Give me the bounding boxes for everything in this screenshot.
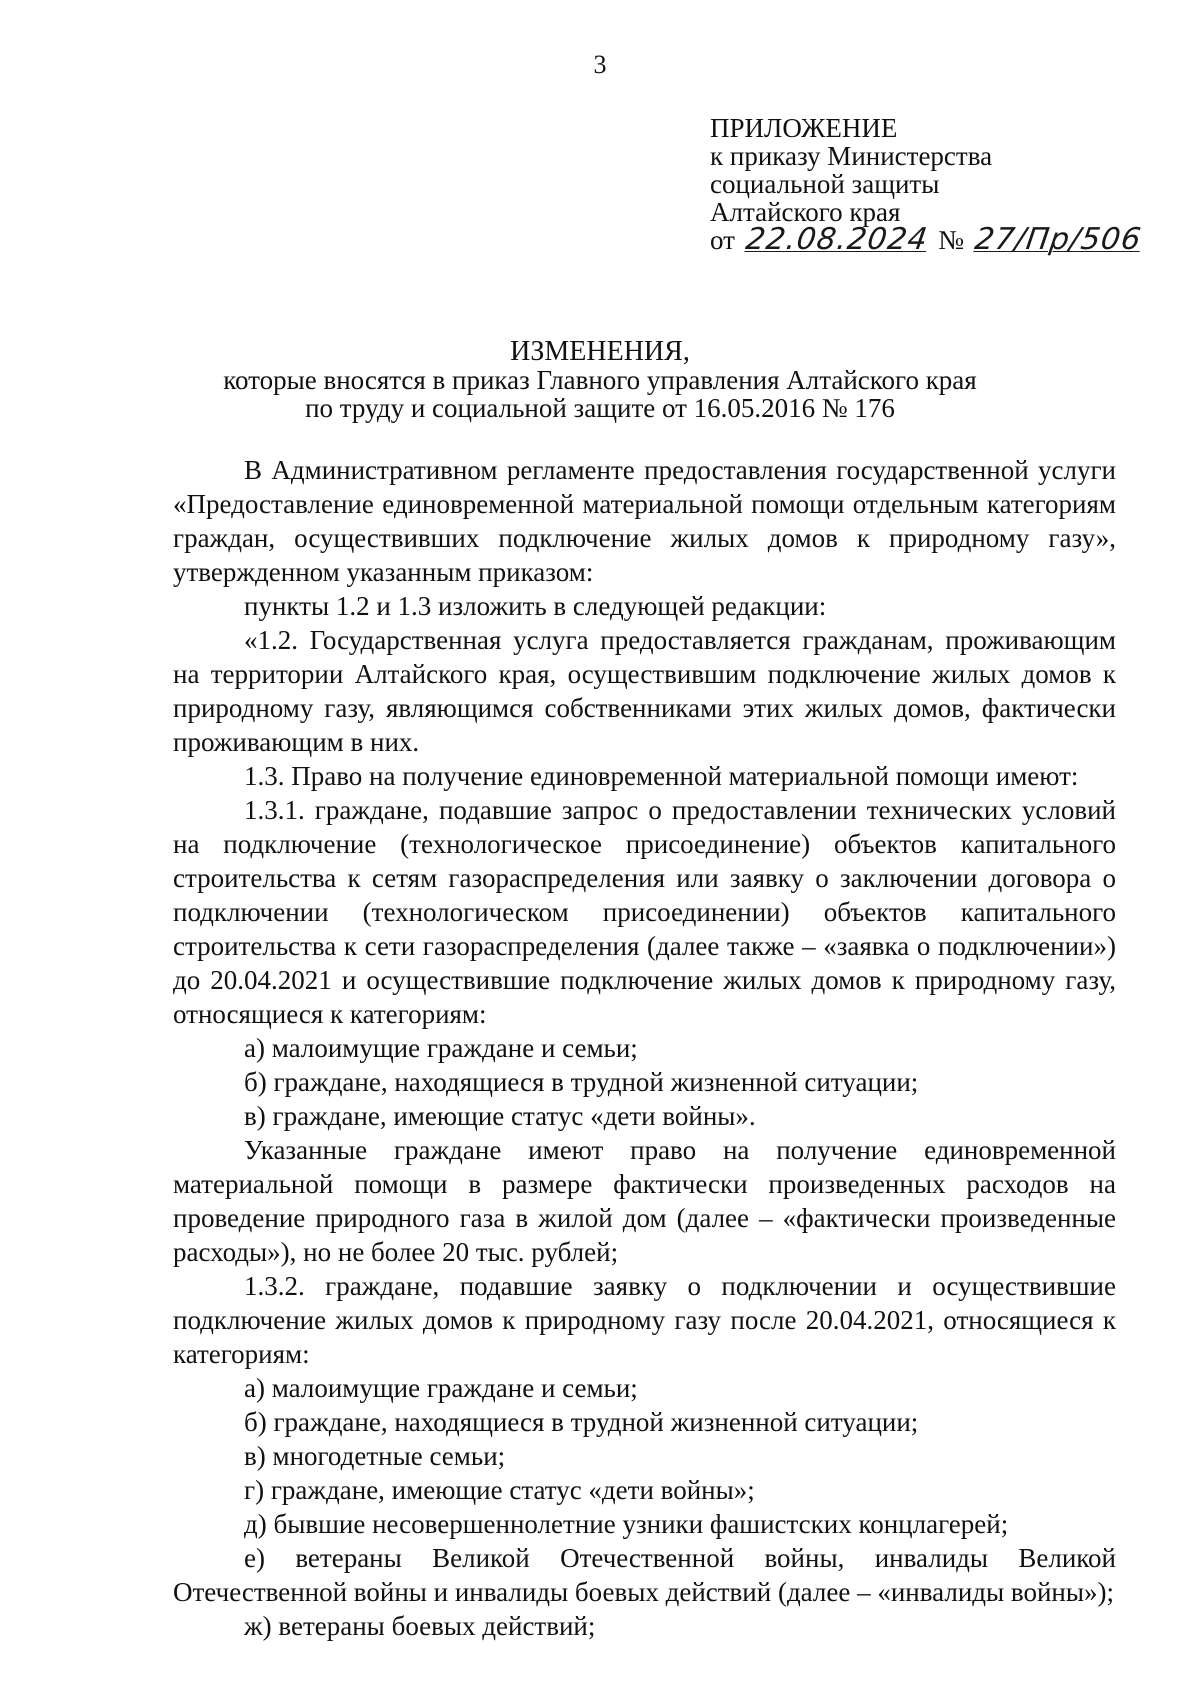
list-item-1-3-1-v: в) граждане, имеющие статус «дети войны».: [244, 1101, 756, 1131]
list-item-1-3-2-a: а) малоимущие граждане и семьи;: [244, 1373, 638, 1403]
paragraph-1-3-2: 1.3.2. граждане, подавшие заявку о подключении и осуществившие подключение жилых домов к природному газу после 20.04.2021, относящиеся к категориям:: [173, 1271, 1116, 1369]
paragraph-intro: В Административном регламенте предоставления государственной услуги «Предоставление единовременной материальной помощи отдельным категориям граждан, осуществивших подключение жилых домов к природному газу», утвержденном указанным приказом:: [173, 455, 1116, 587]
heading-subtitle-line-2: по труду и социальной защите от 16.05.2016 № 176: [305, 393, 895, 423]
number-sign: №: [938, 225, 964, 255]
document-body: [173, 453, 1116, 1643]
paragraph-1-2: «1.2. Государственная услуга предоставляется гражданам, проживающим на территории Алтайского края, осуществившим подключение жилых домов к природному газу, являющимся собственниками этих жилых домов, фактически проживающим в них.: [173, 625, 1116, 757]
date-prefix: от: [710, 225, 735, 255]
page-number: 3: [593, 50, 607, 79]
handwritten-order-number: 27/Пр/506: [972, 222, 1144, 257]
list-item-1-3-2-e: е) ветераны Великой Отечественной войны, инвалиды Великой Отечественной войны и инвалиды боевых действий (далее – «инвалиды войны»);: [173, 1543, 1116, 1607]
paragraph-amount: Указанные граждане имеют право на получение единовременной материальной помощи в размере фактически произведенных расходов на проведение природного газа в жилой дом (далее – «фактически произведенные расходы»), но не более 20 тыс. рублей;: [173, 1135, 1116, 1267]
list-item-1-3-2-b: б) граждане, находящиеся в трудной жизненной ситуации;: [244, 1407, 919, 1437]
appendix-line-order: к приказу Министерства: [710, 141, 993, 171]
appendix-title: ПРИЛОЖЕНИЕ: [710, 113, 898, 143]
heading-title: ИЗМЕНЕНИЯ,: [510, 336, 690, 367]
appendix-line-region: Алтайского края: [710, 197, 901, 227]
appendix-block: [710, 113, 1180, 257]
list-item-1-3-2-zh: ж) ветераны боевых действий;: [244, 1611, 596, 1641]
list-item-1-3-1-b: б) граждане, находящиеся в трудной жизненной ситуации;: [244, 1067, 919, 1097]
list-item-1-3-2-g: г) граждане, имеющие статус «дети войны»;: [244, 1475, 755, 1505]
handwritten-date: 22.08.2024: [743, 222, 931, 257]
paragraph-1-3: 1.3. Право на получение единовременной материальной помощи имеют:: [244, 761, 1079, 791]
paragraph-instruction: пункты 1.2 и 1.3 изложить в следующей редакции:: [244, 591, 827, 621]
document-heading: [0, 338, 1200, 422]
appendix-line-ministry: социальной защиты: [710, 169, 940, 199]
list-item-1-3-2-v: в) многодетные семьи;: [244, 1441, 506, 1471]
paragraph-1-3-1: 1.3.1. граждане, подавшие запрос о предоставлении технических условий на подключение (технологическое присоединение) объектов капитального строительства к сетям газораспределения или заявку о заключении договора о подключении (технологическом присоединении) объектов капитального строительства к сети газораспределения (далее также – «заявка о подключении») до 20.04.2021 и осуществившие подключение жилых домов к природному газу, относящиеся к категориям:: [173, 795, 1116, 1029]
list-item-1-3-2-d: д) бывшие несовершеннолетние узники фашистских концлагерей;: [244, 1509, 1009, 1539]
heading-subtitle-line-1: которые вносятся в приказ Главного управления Алтайского края: [223, 365, 977, 395]
appendix-date-line: [710, 222, 1180, 257]
list-item-1-3-1-a: а) малоимущие граждане и семьи;: [244, 1033, 638, 1063]
